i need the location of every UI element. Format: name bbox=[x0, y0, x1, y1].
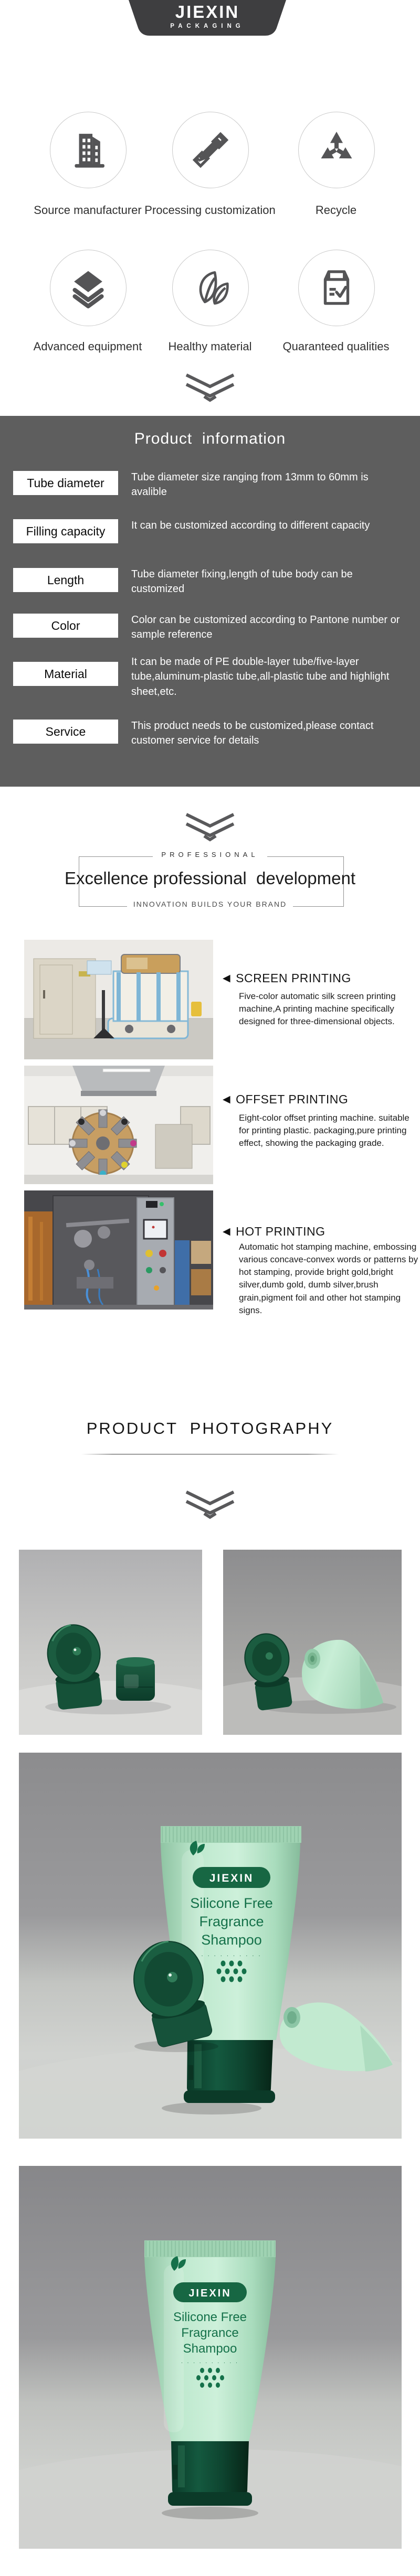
feature-label-material: Healthy material bbox=[168, 340, 252, 353]
tube-line2: Fragrance bbox=[199, 1914, 264, 1929]
chevron-down-icon bbox=[185, 373, 235, 404]
feature-circle-quality bbox=[298, 250, 375, 326]
professional-headline: Excellence professional development bbox=[65, 868, 355, 888]
info-desc-length: Tube diameter fixing,length of tube body can be customized bbox=[131, 568, 353, 595]
tube-line1: Silicone Free bbox=[190, 1895, 273, 1911]
offset-printing-desc: Eight-color offset printing machine. suitable for printing plastic. packaging,pure printing effect, showing the packaging grade. bbox=[239, 1113, 410, 1149]
offset-printing-heading bbox=[223, 1092, 417, 1107]
info-desc-filling-capacity: It can be customized according to different capacity bbox=[131, 520, 370, 531]
screen-printing-photo bbox=[24, 940, 213, 1059]
feature-label-customization: Processing customization bbox=[144, 203, 276, 217]
hot-printing-title: HOT PRINTING bbox=[236, 1225, 326, 1238]
info-desc-tube-diameter: Tube diameter size ranging from 13mm to 60mm is avalible bbox=[131, 471, 369, 498]
info-title: Product information bbox=[134, 430, 286, 447]
info-desc-service: This product needs to be customized,please contact customer service for details bbox=[131, 720, 374, 747]
closed-cap bbox=[116, 1657, 155, 1701]
tube-logo-text: JIEXIN bbox=[209, 1872, 254, 1884]
info-label-material: Material bbox=[13, 662, 118, 686]
arrow-left-icon: ◀ bbox=[223, 973, 231, 984]
screen-printing-title: SCREEN PRINTING bbox=[236, 971, 351, 985]
brand-tagline: PACKAGING bbox=[170, 23, 245, 29]
package-check-icon bbox=[314, 265, 359, 310]
arrow-left-icon: ◀ bbox=[223, 1094, 231, 1105]
product-information-section bbox=[0, 416, 420, 787]
brand-name: JIEXIN bbox=[175, 2, 240, 22]
feature-circle-material bbox=[172, 250, 249, 326]
feature-label-equipment: Advanced equipment bbox=[33, 340, 142, 353]
feature-circle-source bbox=[50, 112, 127, 188]
photography-title: PRODUCT PHOTOGRAPHY bbox=[86, 1419, 334, 1437]
tube-line1: Silicone Free bbox=[173, 2310, 247, 2324]
brand-logo bbox=[129, 0, 286, 36]
info-label-filling-capacity: Filling capacity bbox=[13, 519, 118, 543]
feature-circle-customization bbox=[172, 112, 249, 188]
offset-printing-photo bbox=[24, 1066, 213, 1184]
feature-circle-equipment bbox=[50, 250, 127, 326]
professional-footnote-text: INNOVATION BUILDS YOUR BRAND bbox=[127, 900, 293, 908]
tube-dotline: . . . . . . . . . . bbox=[201, 1951, 262, 1958]
arrow-left-icon: ◀ bbox=[223, 1226, 231, 1237]
tube-dotline: . . . . . . . . . . bbox=[181, 2359, 239, 2365]
screen-printing-heading bbox=[223, 971, 417, 985]
feature-label-quality: Quaranteed qualities bbox=[282, 340, 390, 353]
tube-line3: Shampoo bbox=[183, 2342, 237, 2356]
feature-circle-recycle bbox=[298, 112, 375, 188]
hot-printing-photo bbox=[24, 1190, 213, 1310]
feature-label-recycle: Recycle bbox=[315, 203, 357, 217]
caps-photo bbox=[19, 1550, 202, 1735]
info-label-color: Color bbox=[13, 614, 118, 638]
hot-printing-desc: Automatic hot stamping machine, embossing various concave-convex words or patterns by hot stamping, provide bright gold,bright silver,dumb gold, dumb silver,brush grain,pigment foil and other hot stamping signs. bbox=[239, 1242, 418, 1315]
professional-eyebrow bbox=[0, 850, 420, 860]
chevron-down-icon bbox=[185, 813, 235, 843]
divider-line bbox=[81, 1454, 339, 1455]
offset-printing-title: OFFSET PRINTING bbox=[236, 1092, 349, 1106]
recycle-icon bbox=[314, 127, 359, 173]
layers-icon bbox=[66, 265, 111, 310]
tube-line3: Shampoo bbox=[201, 1932, 262, 1948]
screen-printing-desc: Five-color automatic silk screen printing machine,A printing machine specifically designed for three-dimensional objects. bbox=[239, 991, 396, 1027]
leaves-icon bbox=[188, 265, 233, 310]
info-desc-material: It can be made of PE double-layer tube/five-layer tube,aluminum-plastic tube,all-plastic tube and highlight sheet,etc. bbox=[131, 656, 390, 697]
tube-logo-text: JIEXIN bbox=[188, 2288, 232, 2299]
tube-line2: Fragrance bbox=[181, 2326, 239, 2340]
info-label-service: Service bbox=[13, 720, 118, 744]
building-icon bbox=[66, 127, 111, 173]
info-desc-color: Color can be customized according to Pantone number or sample reference bbox=[131, 614, 400, 641]
tube-photo-single bbox=[19, 2166, 402, 2549]
chevron-down-icon bbox=[185, 1490, 235, 1521]
professional-eyebrow-text: PROFESSIONAL bbox=[153, 851, 267, 858]
feature-label-source: Source manufacturer bbox=[34, 203, 142, 217]
pencil-ruler-icon bbox=[188, 127, 233, 173]
professional-footnote bbox=[0, 900, 420, 909]
tube-photo-front bbox=[19, 1753, 402, 2139]
hot-printing-heading bbox=[223, 1225, 417, 1239]
cap-and-tube-photo bbox=[223, 1550, 402, 1735]
info-label-tube-diameter: Tube diameter bbox=[13, 471, 118, 495]
info-label-length: Length bbox=[13, 568, 118, 592]
